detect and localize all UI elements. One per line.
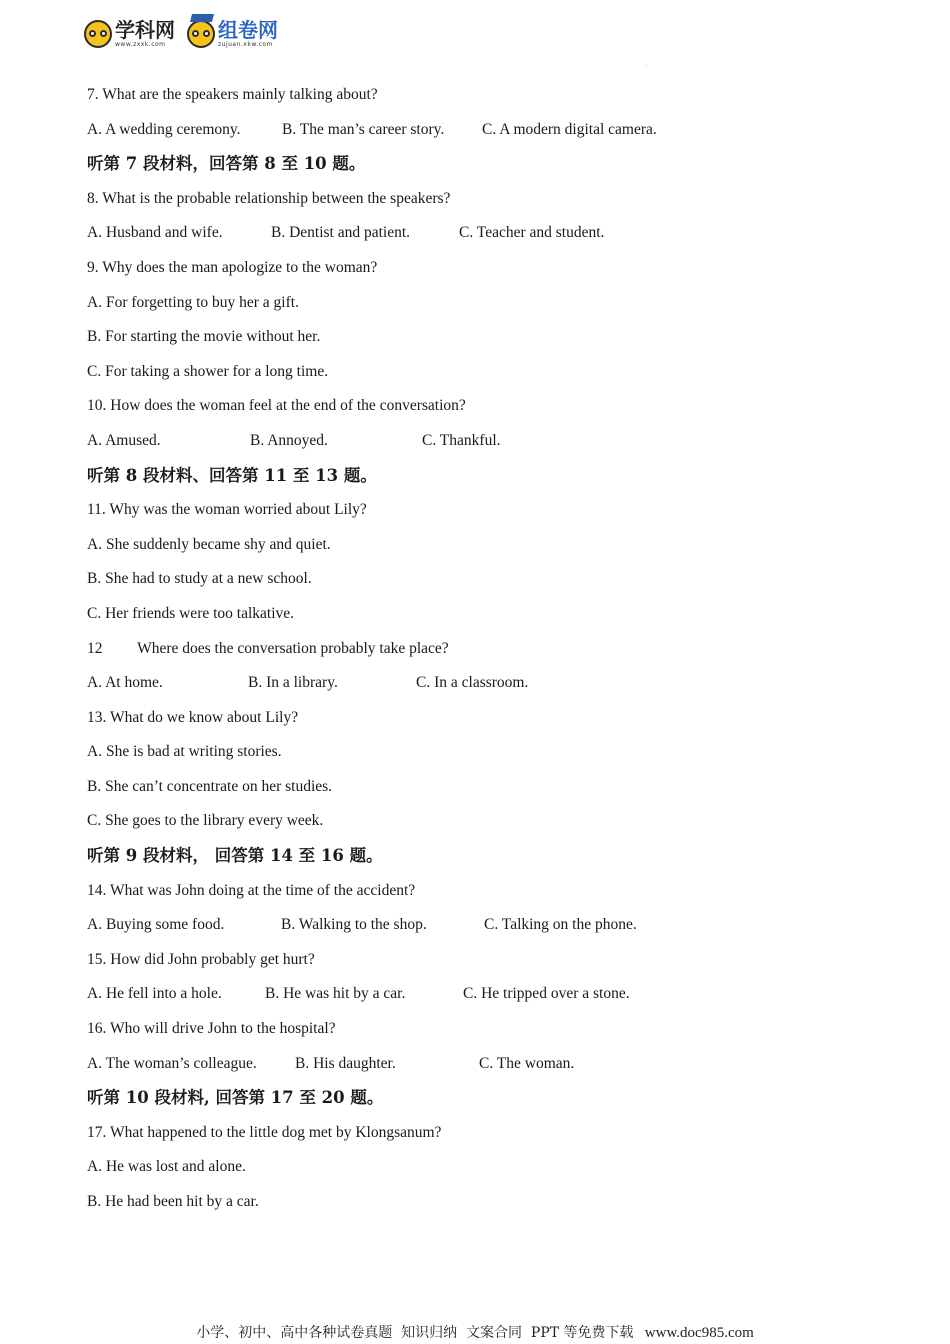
- question-11: 11. Why was the woman worried about Lily?: [87, 501, 367, 519]
- question-17-option-a: A. He was lost and alone.: [87, 1158, 246, 1176]
- question-11-option-c: C. Her friends were too talkative.: [87, 604, 295, 622]
- option-b: B. Dentist and patient.: [271, 224, 411, 242]
- graduate-face-icon: [187, 20, 215, 48]
- option-a: A. Amused.: [87, 431, 161, 449]
- question-9-option-a: A. For forgetting to buy her a gift.: [87, 293, 299, 311]
- question-12-options: [87, 666, 867, 701]
- option-a: A. At home.: [87, 674, 163, 692]
- question-13-option-a: A. She is bad at writing stories.: [87, 743, 282, 761]
- question-14: 14. What was John doing at the time of the accident?: [87, 881, 416, 899]
- question-13-option-c: C. She goes to the library every week.: [87, 812, 324, 830]
- option-b: B. His daughter.: [295, 1054, 396, 1072]
- footer-text: 小学、初中、高中各种试卷真题 知识归纳 文案合同 PPT 等免费下载: [196, 1325, 634, 1341]
- question-15-options: [87, 977, 867, 1012]
- footer-link[interactable]: www.doc985.com: [644, 1325, 754, 1341]
- question-10: 10. How does the woman feel at the end of the conversation?: [87, 397, 466, 415]
- page-header: [84, 12, 290, 56]
- question-7: 7. What are the speakers mainly talking about?: [87, 86, 378, 103]
- option-a: A. The woman’s colleague.: [87, 1054, 257, 1072]
- question-9-option-b: B. For starting the movie without her.: [87, 328, 321, 346]
- question-10-options: [87, 424, 867, 459]
- option-a: A. Husband and wife.: [87, 224, 223, 242]
- logo2-url: zujuan.xkw.com: [218, 41, 273, 48]
- option-a: A. A wedding ceremony.: [87, 120, 241, 138]
- exam-content: [87, 78, 867, 1220]
- option-b: B. In a library.: [248, 674, 338, 692]
- question-16-options: [87, 1047, 867, 1082]
- question-11-option-a: A. She suddenly became shy and quiet.: [87, 535, 331, 553]
- option-a: A. Buying some food.: [87, 916, 225, 934]
- question-9-option-c: C. For taking a shower for a long time.: [87, 362, 329, 380]
- option-c: C. A modern digital camera.: [482, 120, 657, 138]
- logo1-title: 学科网: [115, 18, 175, 42]
- section-heading-7: 听第 7 段材料，回答第 8 至 10 题。: [87, 154, 366, 174]
- question-11-option-b: B. She had to study at a new school.: [87, 570, 312, 588]
- question-8: 8. What is the probable relationship between the speakers?: [87, 189, 451, 207]
- question-14-options: [87, 908, 867, 943]
- option-c: C. Teacher and student.: [459, 224, 605, 242]
- option-c: C. Thankful.: [422, 431, 501, 449]
- question-13-option-b: B. She can’t concentrate on her studies.: [87, 777, 333, 795]
- option-c: C. The woman.: [479, 1054, 575, 1072]
- question-7-options: [87, 113, 867, 148]
- xuekewang-logo: [84, 20, 175, 48]
- question-17: 17. What happened to the little dog met by Klongsanum?: [87, 1123, 442, 1141]
- logo2-title: 组卷网: [218, 18, 278, 42]
- stray-mark: .: [646, 62, 648, 68]
- option-b: B. He was hit by a car.: [265, 985, 406, 1003]
- option-c: C. In a classroom.: [416, 674, 529, 692]
- smiley-face-icon: [84, 20, 112, 48]
- logo1-url: www.zxxk.com: [115, 41, 166, 48]
- option-c: C. Talking on the phone.: [484, 916, 637, 934]
- section-heading-10: 听第 10 段材料, 回答第 17 至 20 题。: [87, 1088, 384, 1108]
- question-16: 16. Who will drive John to the hospital?: [87, 1020, 336, 1038]
- question-13: 13. What do we know about Lily?: [87, 708, 299, 726]
- option-b: B. The man’s career story.: [282, 120, 445, 138]
- page-footer: [0, 1322, 950, 1342]
- question-8-options: [87, 216, 867, 251]
- question-17-option-b: B. He had been hit by a car.: [87, 1193, 259, 1210]
- option-b: B. Annoyed.: [250, 431, 328, 449]
- zujuanwang-logo: [187, 20, 278, 48]
- section-heading-8: 听第 8 段材料、回答第 11 至 13 题。: [87, 465, 377, 485]
- question-9: 9. Why does the man apologize to the woman?: [87, 258, 378, 276]
- option-a: A. He fell into a hole.: [87, 985, 222, 1003]
- question-12: 12 Where does the conversation probably take place?: [87, 639, 449, 657]
- section-heading-9: 听第 9 段材料， 回答第 14 至 16 题。: [87, 846, 383, 866]
- option-c: C. He tripped over a stone.: [463, 985, 630, 1003]
- question-15: 15. How did John probably get hurt?: [87, 950, 315, 968]
- option-b: B. Walking to the shop.: [281, 916, 427, 934]
